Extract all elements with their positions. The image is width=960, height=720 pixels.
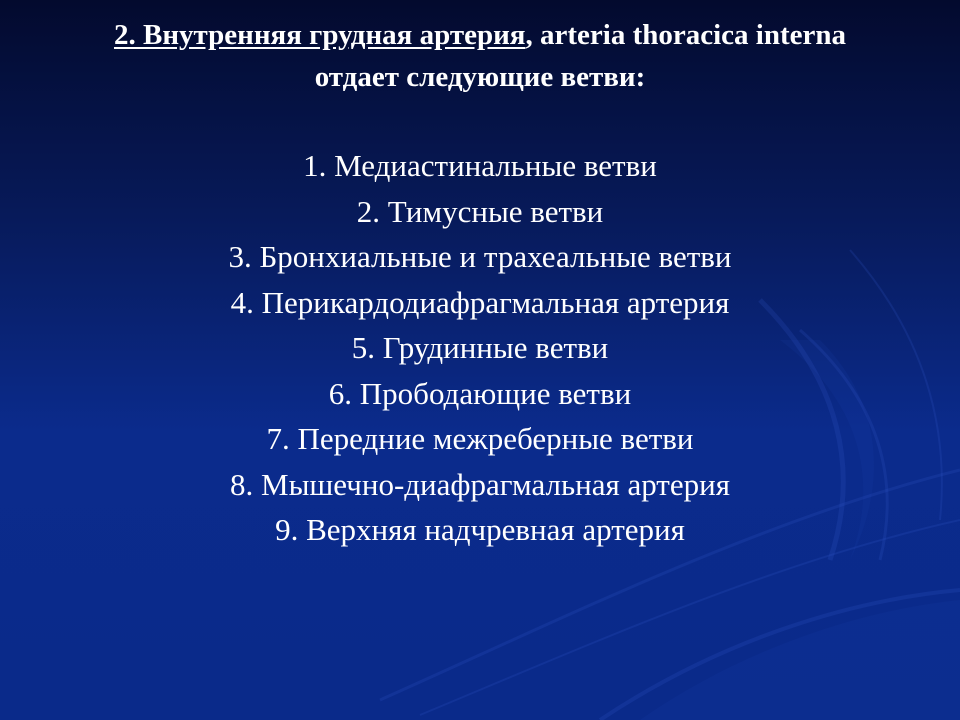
title-latin-part: , arteria thoracica interna	[525, 19, 846, 51]
list-item: 4. Перикардодиафрагмальная артерия	[230, 284, 730, 320]
list-item: 7. Передние межреберные ветви	[266, 421, 694, 456]
list-item: 5. Грудинные ветви	[351, 330, 609, 365]
title-second-line: отдает следующие ветви:	[314, 61, 646, 93]
list-item: 1. Медиастинальные ветви	[303, 148, 657, 183]
list-item: 9. Верхняя надчревная артерия	[275, 512, 685, 547]
list-item: 8. Мышечно-диафрагмальная артерия	[230, 466, 730, 502]
list-item: 3. Бронхиальные и трахеальные ветви	[228, 239, 732, 274]
branches-list	[0, 143, 960, 553]
title-underlined-part: 2. Внутренняя грудная артерия	[113, 19, 526, 51]
list-item: 2. Тимусные ветви	[356, 193, 604, 229]
slide-title	[20, 14, 940, 98]
list-item: 6. Прободающие ветви	[328, 375, 632, 411]
